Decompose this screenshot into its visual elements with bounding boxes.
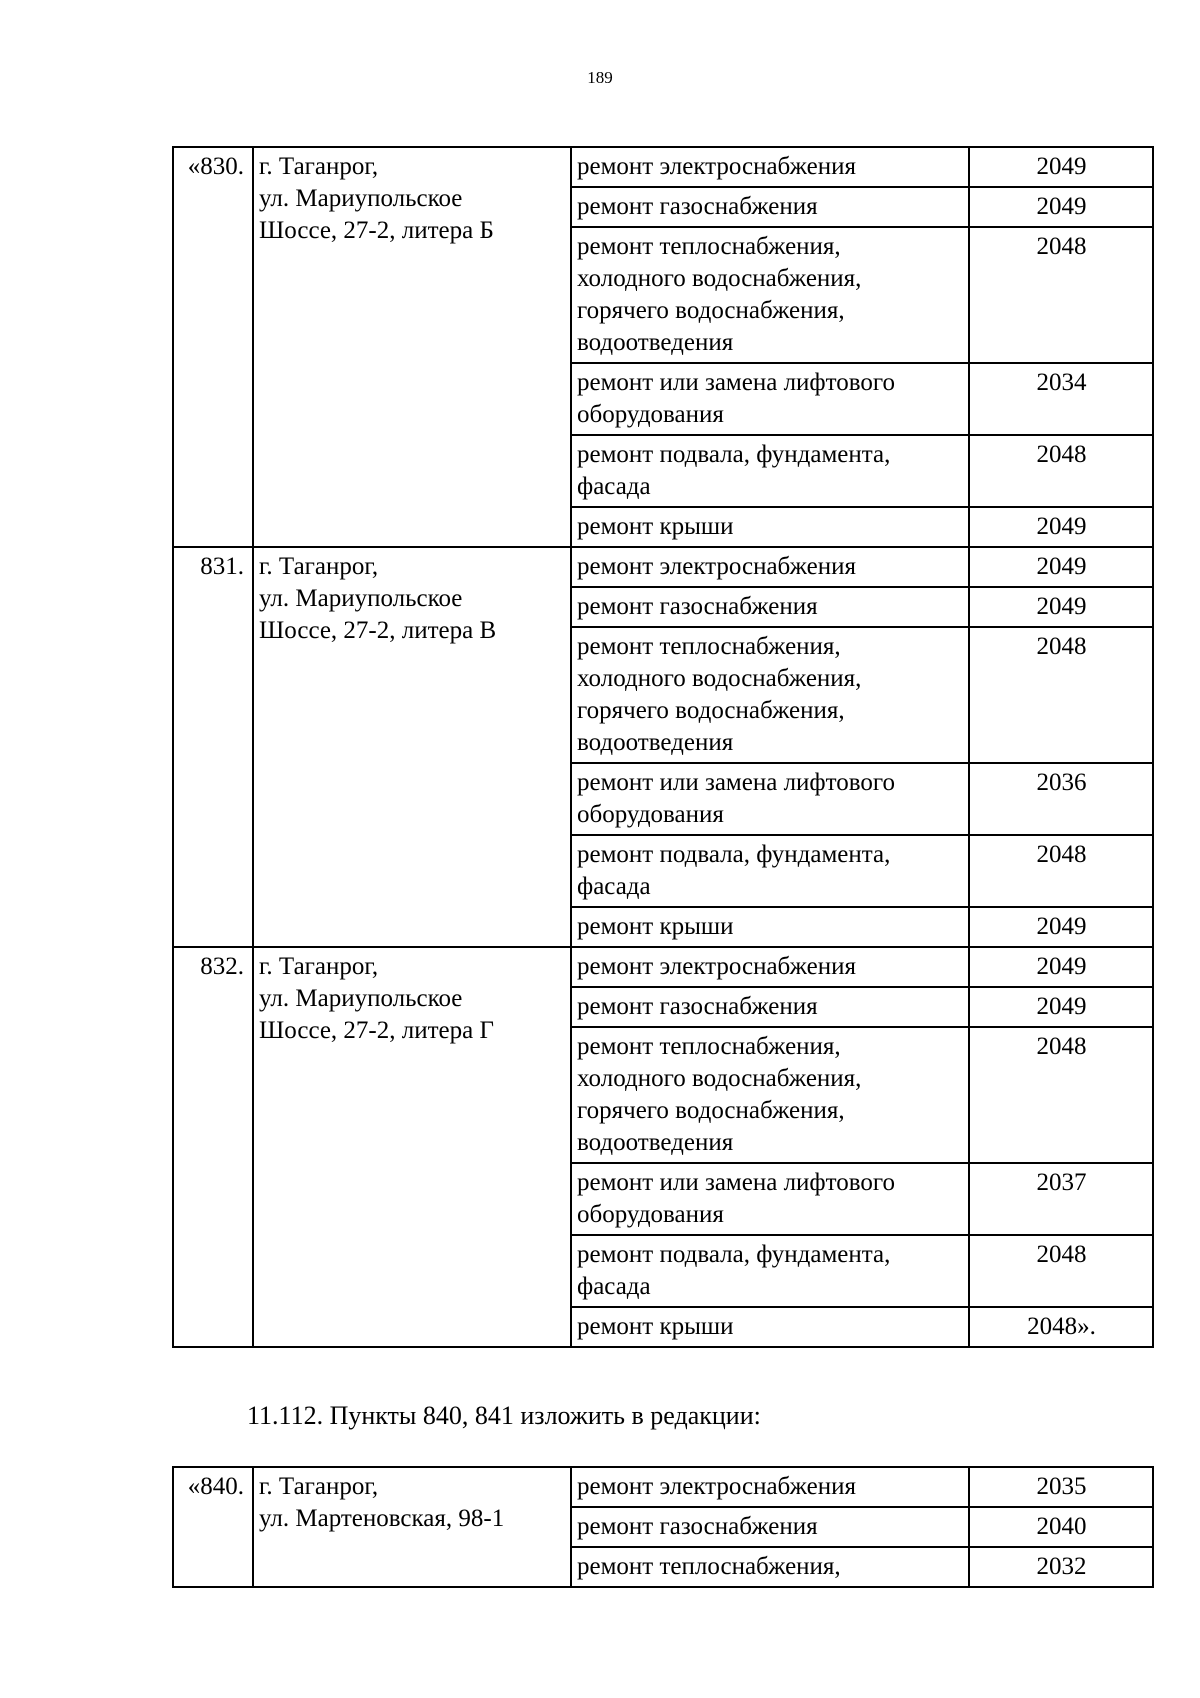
work-type-line: ремонт теплоснабжения, [577,233,841,260]
work-type-line: ремонт газоснабжения [577,193,818,220]
year-cell: 2048 [969,1235,1153,1307]
work-type-line: водоотведения [577,329,734,356]
year-cell: 2049 [969,587,1153,627]
work-type-line: водоотведения [577,1129,734,1156]
work-type-line: фасада [577,1273,651,1300]
work-type-cell [571,227,969,363]
work-type-line: ремонт электроснабжения [577,553,856,580]
year-cell: 2048 [969,227,1153,363]
work-type-line: ремонт теплоснабжения, [577,633,841,660]
amendment-paragraph: 11.112. Пункты 840, 841 изложить в редакции: [247,1401,761,1430]
year-cell: 2048». [969,1307,1153,1347]
address-line: г. Таганрог, [259,153,379,180]
table-row [173,1467,1153,1507]
work-type-cell [571,507,969,547]
work-type-cell [571,1507,969,1547]
work-type-line: ремонт газоснабжения [577,593,818,620]
work-type-line: ремонт крыши [577,1313,734,1340]
work-type-cell [571,907,969,947]
work-type-line: ремонт газоснабжения [577,1513,818,1540]
repair-schedule-table-continued [172,1466,1154,1588]
item-number: 831. [173,547,253,947]
work-type-line: оборудования [577,801,724,828]
address-cell [253,547,571,947]
address-line: г. Таганрог, [259,553,379,580]
work-type-cell [571,363,969,435]
work-type-cell [571,1307,969,1347]
year-cell: 2048 [969,435,1153,507]
year-cell: 2049 [969,947,1153,987]
work-type-line: ремонт электроснабжения [577,953,856,980]
work-type-cell [571,1235,969,1307]
year-cell: 2049 [969,547,1153,587]
work-type-line: ремонт газоснабжения [577,993,818,1020]
address-line: Шоссе, 27-2, литера Б [259,217,494,244]
year-cell: 2048 [969,627,1153,763]
year-cell: 2032 [969,1547,1153,1587]
work-type-cell [571,763,969,835]
address-line: ул. Мариупольское [259,585,463,612]
work-type-line: ремонт подвала, фундамента, [577,1241,891,1268]
work-type-line: ремонт подвала, фундамента, [577,441,891,468]
year-cell: 2049 [969,987,1153,1027]
year-cell: 2034 [969,363,1153,435]
year-cell: 2040 [969,1507,1153,1547]
table-row [173,947,1153,987]
page-number: 189 [587,68,613,87]
work-type-cell [571,547,969,587]
work-type-line: ремонт или замена лифтового [577,369,895,396]
work-type-cell [571,1027,969,1163]
address-line: Шоссе, 27-2, литера Г [259,1017,494,1044]
year-cell: 2049 [969,907,1153,947]
work-type-line: ремонт крыши [577,513,734,540]
year-cell: 2036 [969,763,1153,835]
year-cell: 2037 [969,1163,1153,1235]
work-type-cell [571,1163,969,1235]
table-row [173,147,1153,187]
work-type-cell [571,987,969,1027]
address-line: Шоссе, 27-2, литера В [259,617,497,644]
work-type-cell [571,947,969,987]
work-type-line: холодного водоснабжения, [577,665,862,692]
work-type-cell [571,1547,969,1587]
work-type-line: фасада [577,873,651,900]
item-number: «830. [173,147,253,547]
year-cell: 2048 [969,835,1153,907]
year-cell: 2049 [969,147,1153,187]
work-type-cell [571,1467,969,1507]
address-cell [253,1467,571,1587]
work-type-cell [571,587,969,627]
year-cell: 2049 [969,187,1153,227]
work-type-line: горячего водоснабжения, [577,697,845,724]
work-type-line: холодного водоснабжения, [577,1065,862,1092]
work-type-line: ремонт теплоснабжения, [577,1033,841,1060]
work-type-cell [571,835,969,907]
year-cell: 2048 [969,1027,1153,1163]
work-type-line: ремонт подвала, фундамента, [577,841,891,868]
work-type-line: ремонт или замена лифтового [577,1169,895,1196]
address-line: г. Таганрог, [259,953,379,980]
address-line: г. Таганрог, [259,1473,379,1500]
address-line: ул. Мариупольское [259,185,463,212]
repair-schedule-table [172,146,1154,1348]
table-row [173,547,1153,587]
work-type-line: ремонт крыши [577,913,734,940]
year-cell: 2035 [969,1467,1153,1507]
work-type-line: горячего водоснабжения, [577,297,845,324]
work-type-line: ремонт электроснабжения [577,153,856,180]
work-type-cell [571,187,969,227]
work-type-cell [571,435,969,507]
work-type-line: горячего водоснабжения, [577,1097,845,1124]
work-type-line: оборудования [577,1201,724,1228]
work-type-line: водоотведения [577,729,734,756]
work-type-line: оборудования [577,401,724,428]
work-type-cell [571,147,969,187]
address-cell [253,947,571,1347]
address-line: ул. Мартеновская, 98-1 [259,1505,505,1532]
work-type-line: фасада [577,473,651,500]
year-cell: 2049 [969,507,1153,547]
item-number: 832. [173,947,253,1347]
address-line: ул. Мариупольское [259,985,463,1012]
work-type-cell [571,627,969,763]
item-number: «840. [173,1467,253,1587]
work-type-line: ремонт или замена лифтового [577,769,895,796]
work-type-line: ремонт теплоснабжения, [577,1553,841,1580]
work-type-line: холодного водоснабжения, [577,265,862,292]
work-type-line: ремонт электроснабжения [577,1473,856,1500]
address-cell [253,147,571,547]
